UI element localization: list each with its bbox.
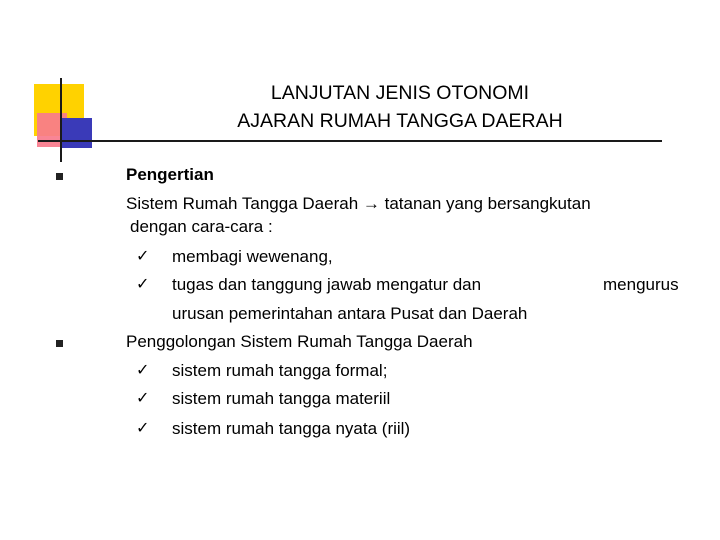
checkmark-icon: ✓ (136, 276, 150, 293)
list-item-end-word: mengurus (603, 275, 679, 294)
section-heading-pengertian: Pengertian (126, 165, 214, 184)
bullet-square-icon (56, 173, 63, 180)
definition-line-cont: dengan cara-cara : (130, 217, 273, 236)
decor-blue-square (62, 118, 92, 148)
checkmark-icon: ✓ (136, 390, 150, 407)
decor-vertical-line (60, 78, 62, 162)
decor-horizontal-line (38, 140, 662, 142)
list-item: tugas dan tanggung jawab mengatur dan (172, 275, 482, 294)
definition-line: Sistem Rumah Tangga Daerah → tatanan yang bersangkutan (126, 194, 591, 213)
slide-title-line-2: AJARAN RUMAH TANGGA DAERAH (237, 110, 563, 132)
slide-title-line-1: LANJUTAN JENIS OTONOMI (270, 82, 530, 104)
list-item-cont: urusan pemerintahan antara Pusat dan Daerah (172, 304, 528, 323)
list-item: sistem rumah tangga formal; (172, 361, 388, 380)
section-heading-penggolongan: Penggolongan Sistem Rumah Tangga Daerah (126, 332, 473, 351)
list-item: sistem rumah tangga nyata (riil) (172, 419, 411, 438)
checkmark-icon: ✓ (136, 420, 150, 437)
list-item: sistem rumah tangga materiil (172, 389, 391, 408)
checkmark-icon: ✓ (136, 248, 150, 265)
checkmark-icon: ✓ (136, 362, 150, 379)
list-item: membagi wewenang, (172, 247, 333, 266)
bullet-square-icon (56, 340, 63, 347)
